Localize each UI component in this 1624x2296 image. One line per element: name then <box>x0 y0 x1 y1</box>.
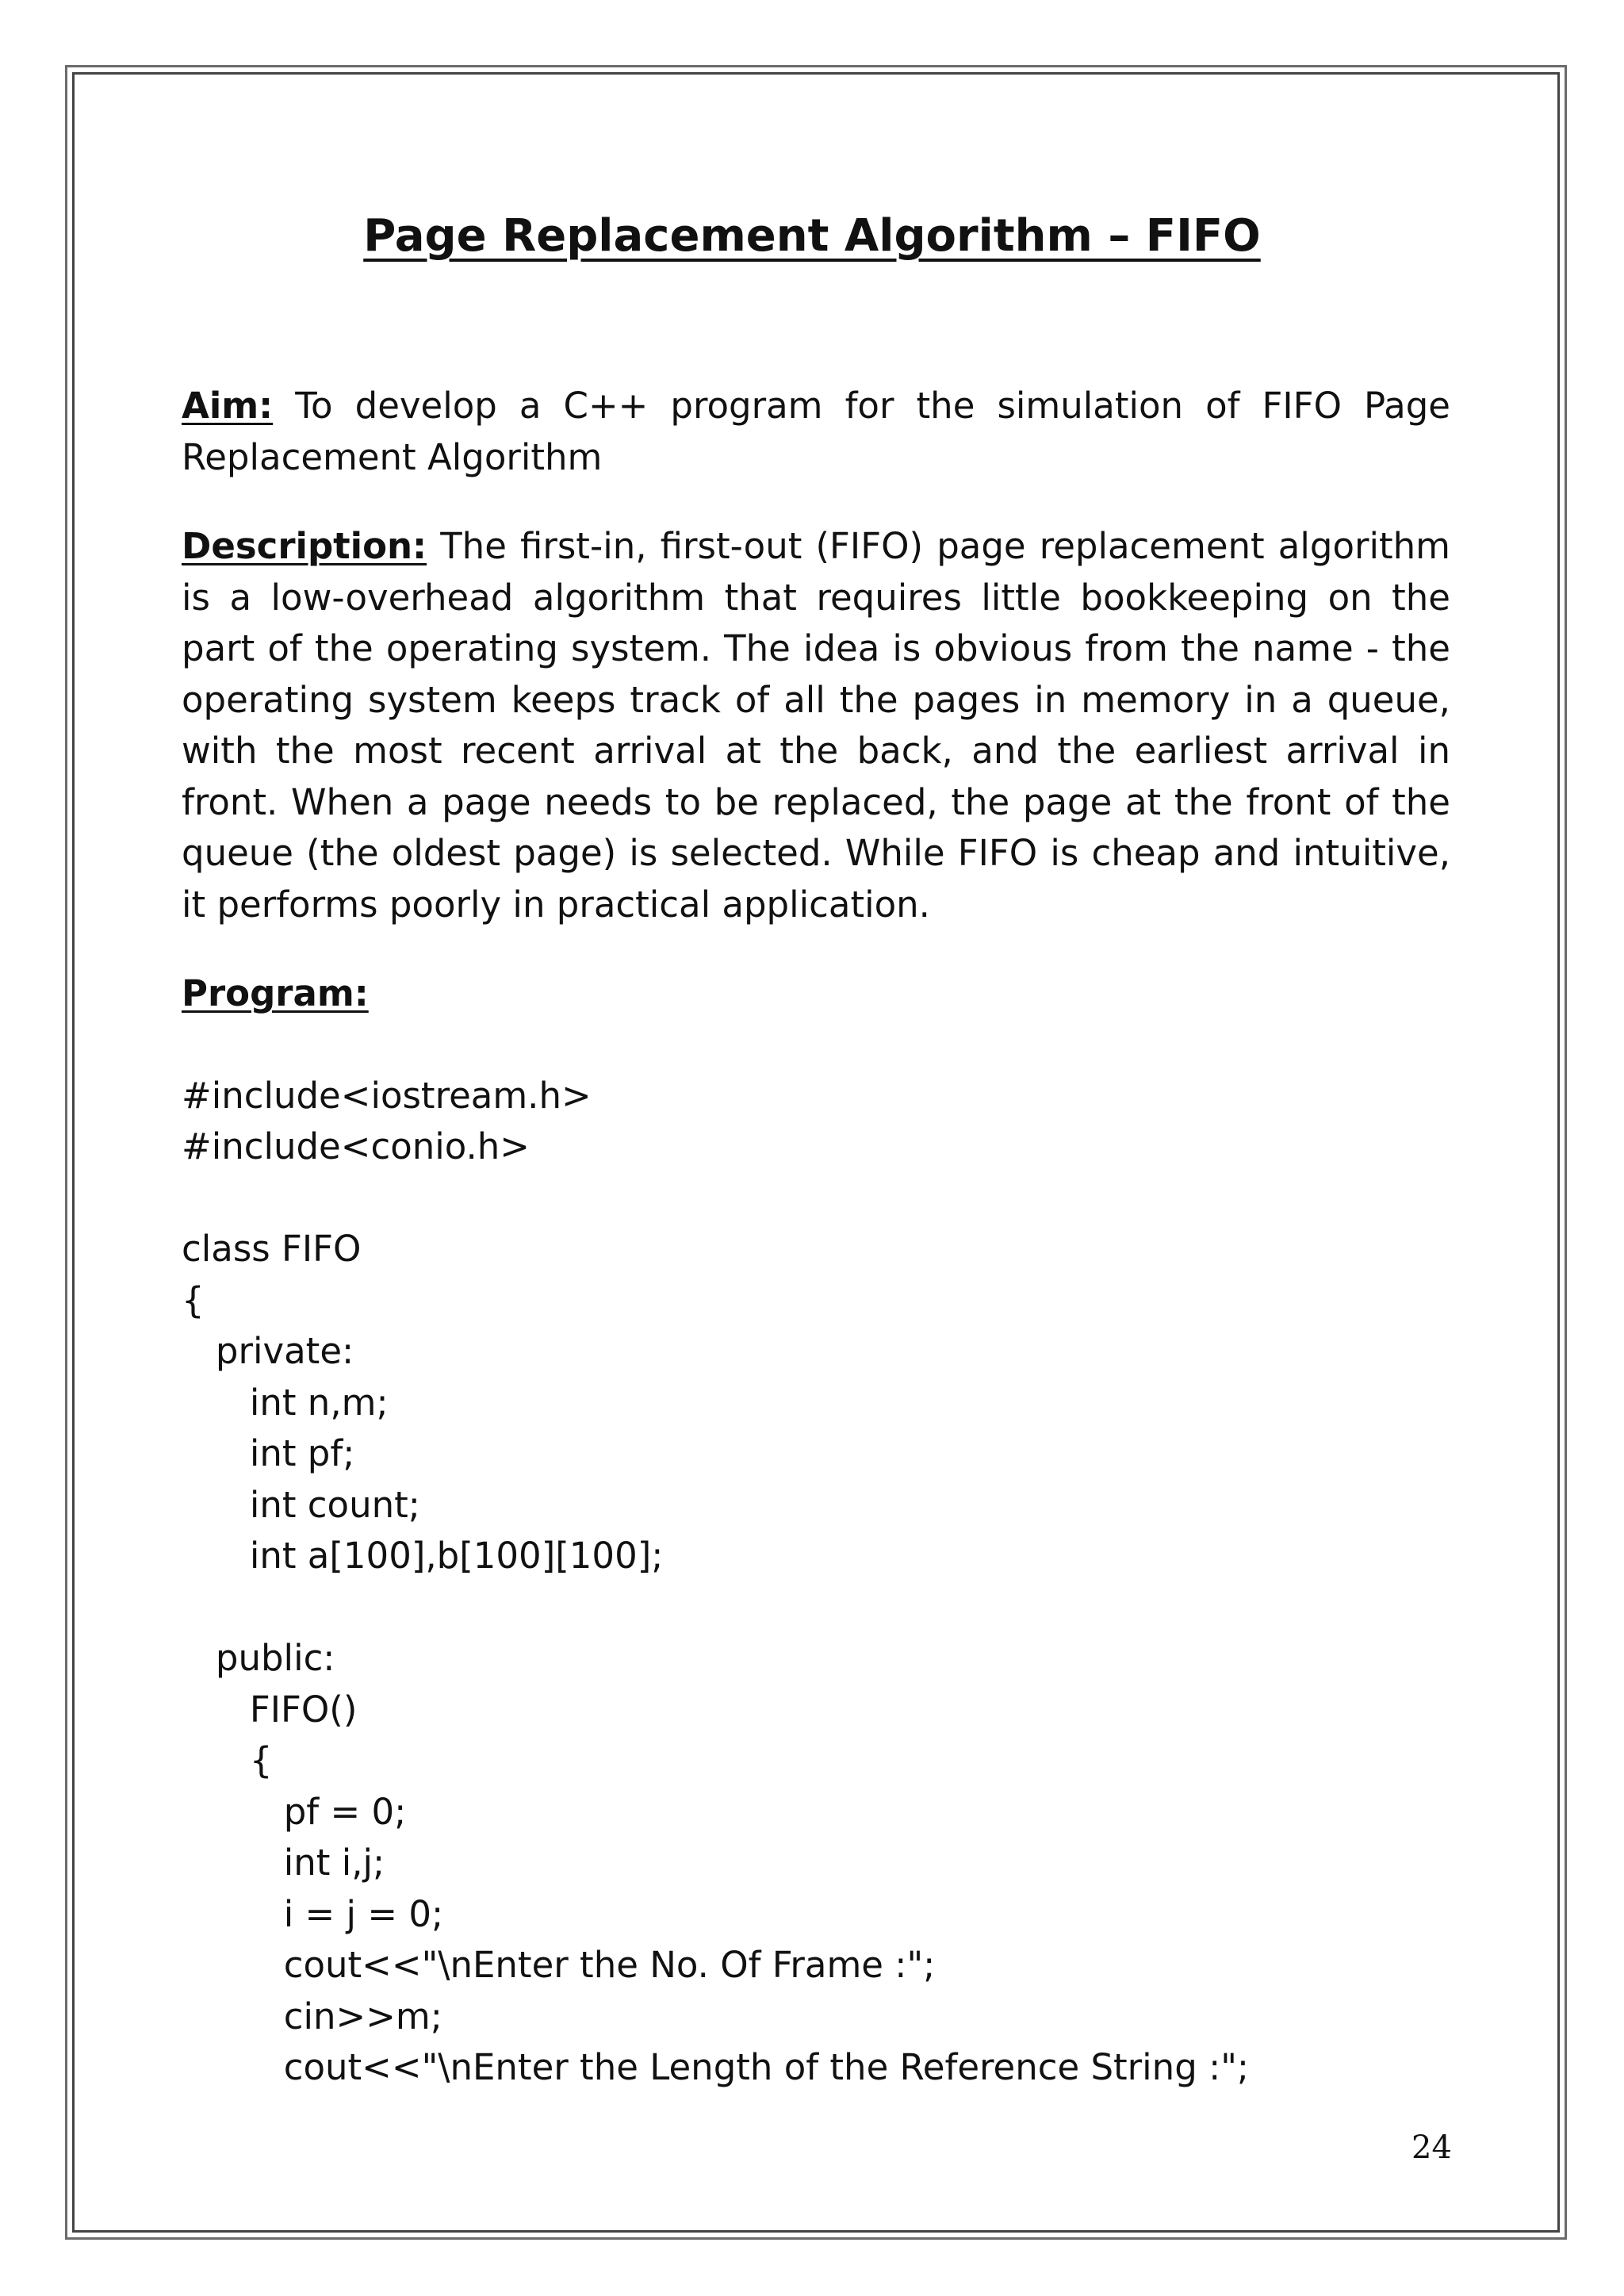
page-number: 24 <box>1411 2129 1452 2166</box>
code-line: { <box>182 1278 205 1321</box>
code-line: cout<<"\nEnter the Length of the Reference String :"; <box>182 2046 1250 2088</box>
code-line: int a[100],b[100][100]; <box>182 1535 664 1577</box>
program-heading: Program: <box>182 972 369 1014</box>
page-title-text: Page Replacement Algorithm – FIFO <box>363 210 1261 262</box>
aim-paragraph <box>182 381 1450 483</box>
code-line: private: <box>182 1330 354 1372</box>
code-line: class FIFO <box>182 1228 362 1270</box>
code-line: cout<<"\nEnter the No. Of Frame :"; <box>182 1944 936 1986</box>
code-line <box>182 1582 1450 1634</box>
code-line: public: <box>182 1637 335 1679</box>
code-line: { <box>182 1739 273 1781</box>
code-line: int n,m; <box>182 1381 389 1424</box>
code-line: FIFO() <box>182 1688 358 1731</box>
description-text: The first-in, first-out (FIFO) page replacement algorithm is a low-overhead algorithm that requires little bookkeeping on the part of the operating system. The idea is obvious from the name - the operating system keeps track of all the pages in memory in a queue, with the most recent arrival at the back, and the earliest arrival in front. When a page needs to be replaced, the page at the front of the queue (the oldest page) is selected. While FIFO is cheap and intuitive, it performs poorly in practical application. <box>182 525 1450 926</box>
page-title <box>0 205 1624 268</box>
description-paragraph <box>182 521 1450 930</box>
code-line: int i,j; <box>182 1842 385 1884</box>
document-body <box>182 381 1450 2094</box>
aim-label: Aim: <box>182 385 274 427</box>
code-line: i = j = 0; <box>182 1892 444 1935</box>
code-listing <box>182 1071 1450 2094</box>
code-line: pf = 0; <box>182 1790 407 1833</box>
description-label: Description: <box>182 525 427 567</box>
code-line: int pf; <box>182 1432 355 1474</box>
code-line: int count; <box>182 1483 420 1526</box>
code-line: #include<iostream.h> <box>182 1074 592 1117</box>
code-line <box>182 1173 1450 1225</box>
code-line: #include<conio.h> <box>182 1125 530 1167</box>
aim-text: To develop a C++ program for the simulation of FIFO Page Replacement Algorithm <box>182 385 1450 478</box>
code-line: cin>>m; <box>182 1995 442 2037</box>
